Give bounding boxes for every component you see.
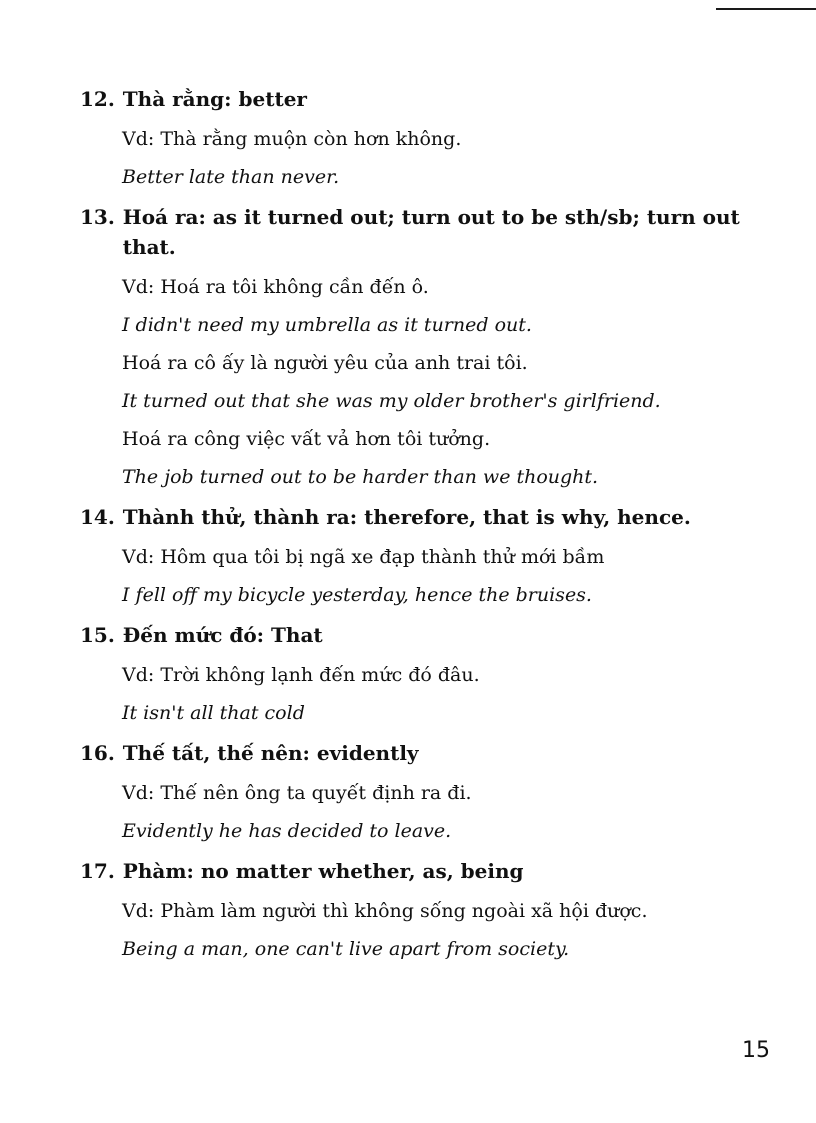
example-vietnamese: Vd: Hôm qua tôi bị ngã xe đạp thành thử mới bầm — [122, 546, 605, 568]
entry-heading — [80, 502, 780, 532]
page-content — [80, 84, 780, 968]
example-english: It isn't all that cold — [122, 702, 305, 724]
example-english: Better late than never. — [122, 166, 340, 188]
entry-heading — [80, 84, 780, 114]
entry-12 — [80, 84, 780, 196]
entry-number: 15. — [80, 623, 115, 647]
entry-number: 17. — [80, 859, 115, 883]
entry-14 — [80, 502, 780, 614]
entry-heading — [80, 620, 780, 650]
top-rule — [716, 8, 816, 10]
entry-title: Đến mức đó: That — [122, 623, 323, 647]
example-english: I didn't need my umbrella as it turned out. — [122, 314, 532, 336]
entry-number: 14. — [80, 505, 115, 529]
example-vietnamese: Vd: Thà rằng muộn còn hơn không. — [122, 128, 462, 150]
example-english: The job turned out to be harder than we thought. — [122, 466, 599, 488]
example-vietnamese: Vd: Thế nên ông ta quyết định ra đi. — [122, 782, 472, 804]
example-vietnamese: Vd: Phàm làm người thì không sống ngoài xã hội được. — [122, 900, 648, 922]
page-number: 15 — [742, 1038, 770, 1063]
entry-title: Thành thử, thành ra: therefore, that is why, hence. — [122, 505, 691, 529]
entry-number: 12. — [80, 87, 115, 111]
entry-16 — [80, 738, 780, 850]
entry-heading — [80, 202, 780, 262]
example-english: Being a man, one can't live apart from society. — [122, 938, 570, 960]
entry-17 — [80, 856, 780, 968]
example-vietnamese: Vd: Hoá ra tôi không cần đến ô. — [122, 276, 429, 298]
example-english: Evidently he has decided to leave. — [122, 820, 452, 842]
entry-number: 13. — [80, 205, 115, 229]
entry-title: Thà rằng: better — [122, 87, 307, 111]
example-english: It turned out that she was my older brother's girlfriend. — [122, 390, 661, 412]
entry-15 — [80, 620, 780, 732]
entry-heading — [80, 856, 780, 886]
example-english: I fell off my bicycle yesterday, hence the bruises. — [122, 584, 592, 606]
entry-number: 16. — [80, 741, 115, 765]
entry-13 — [80, 202, 780, 496]
entry-title: Phàm: no matter whether, as, being — [122, 859, 524, 883]
example-vietnamese: Hoá ra cô ấy là người yêu của anh trai tôi. — [122, 352, 528, 374]
entry-title: Hoá ra: as it turned out; turn out to be sth/sb; turn out that. — [122, 205, 740, 259]
entry-heading — [80, 738, 780, 768]
example-vietnamese: Hoá ra công việc vất vả hơn tôi tưởng. — [122, 428, 491, 450]
entry-title: Thế tất, thế nên: evidently — [122, 741, 419, 765]
example-vietnamese: Vd: Trời không lạnh đến mức đó đâu. — [122, 664, 480, 686]
